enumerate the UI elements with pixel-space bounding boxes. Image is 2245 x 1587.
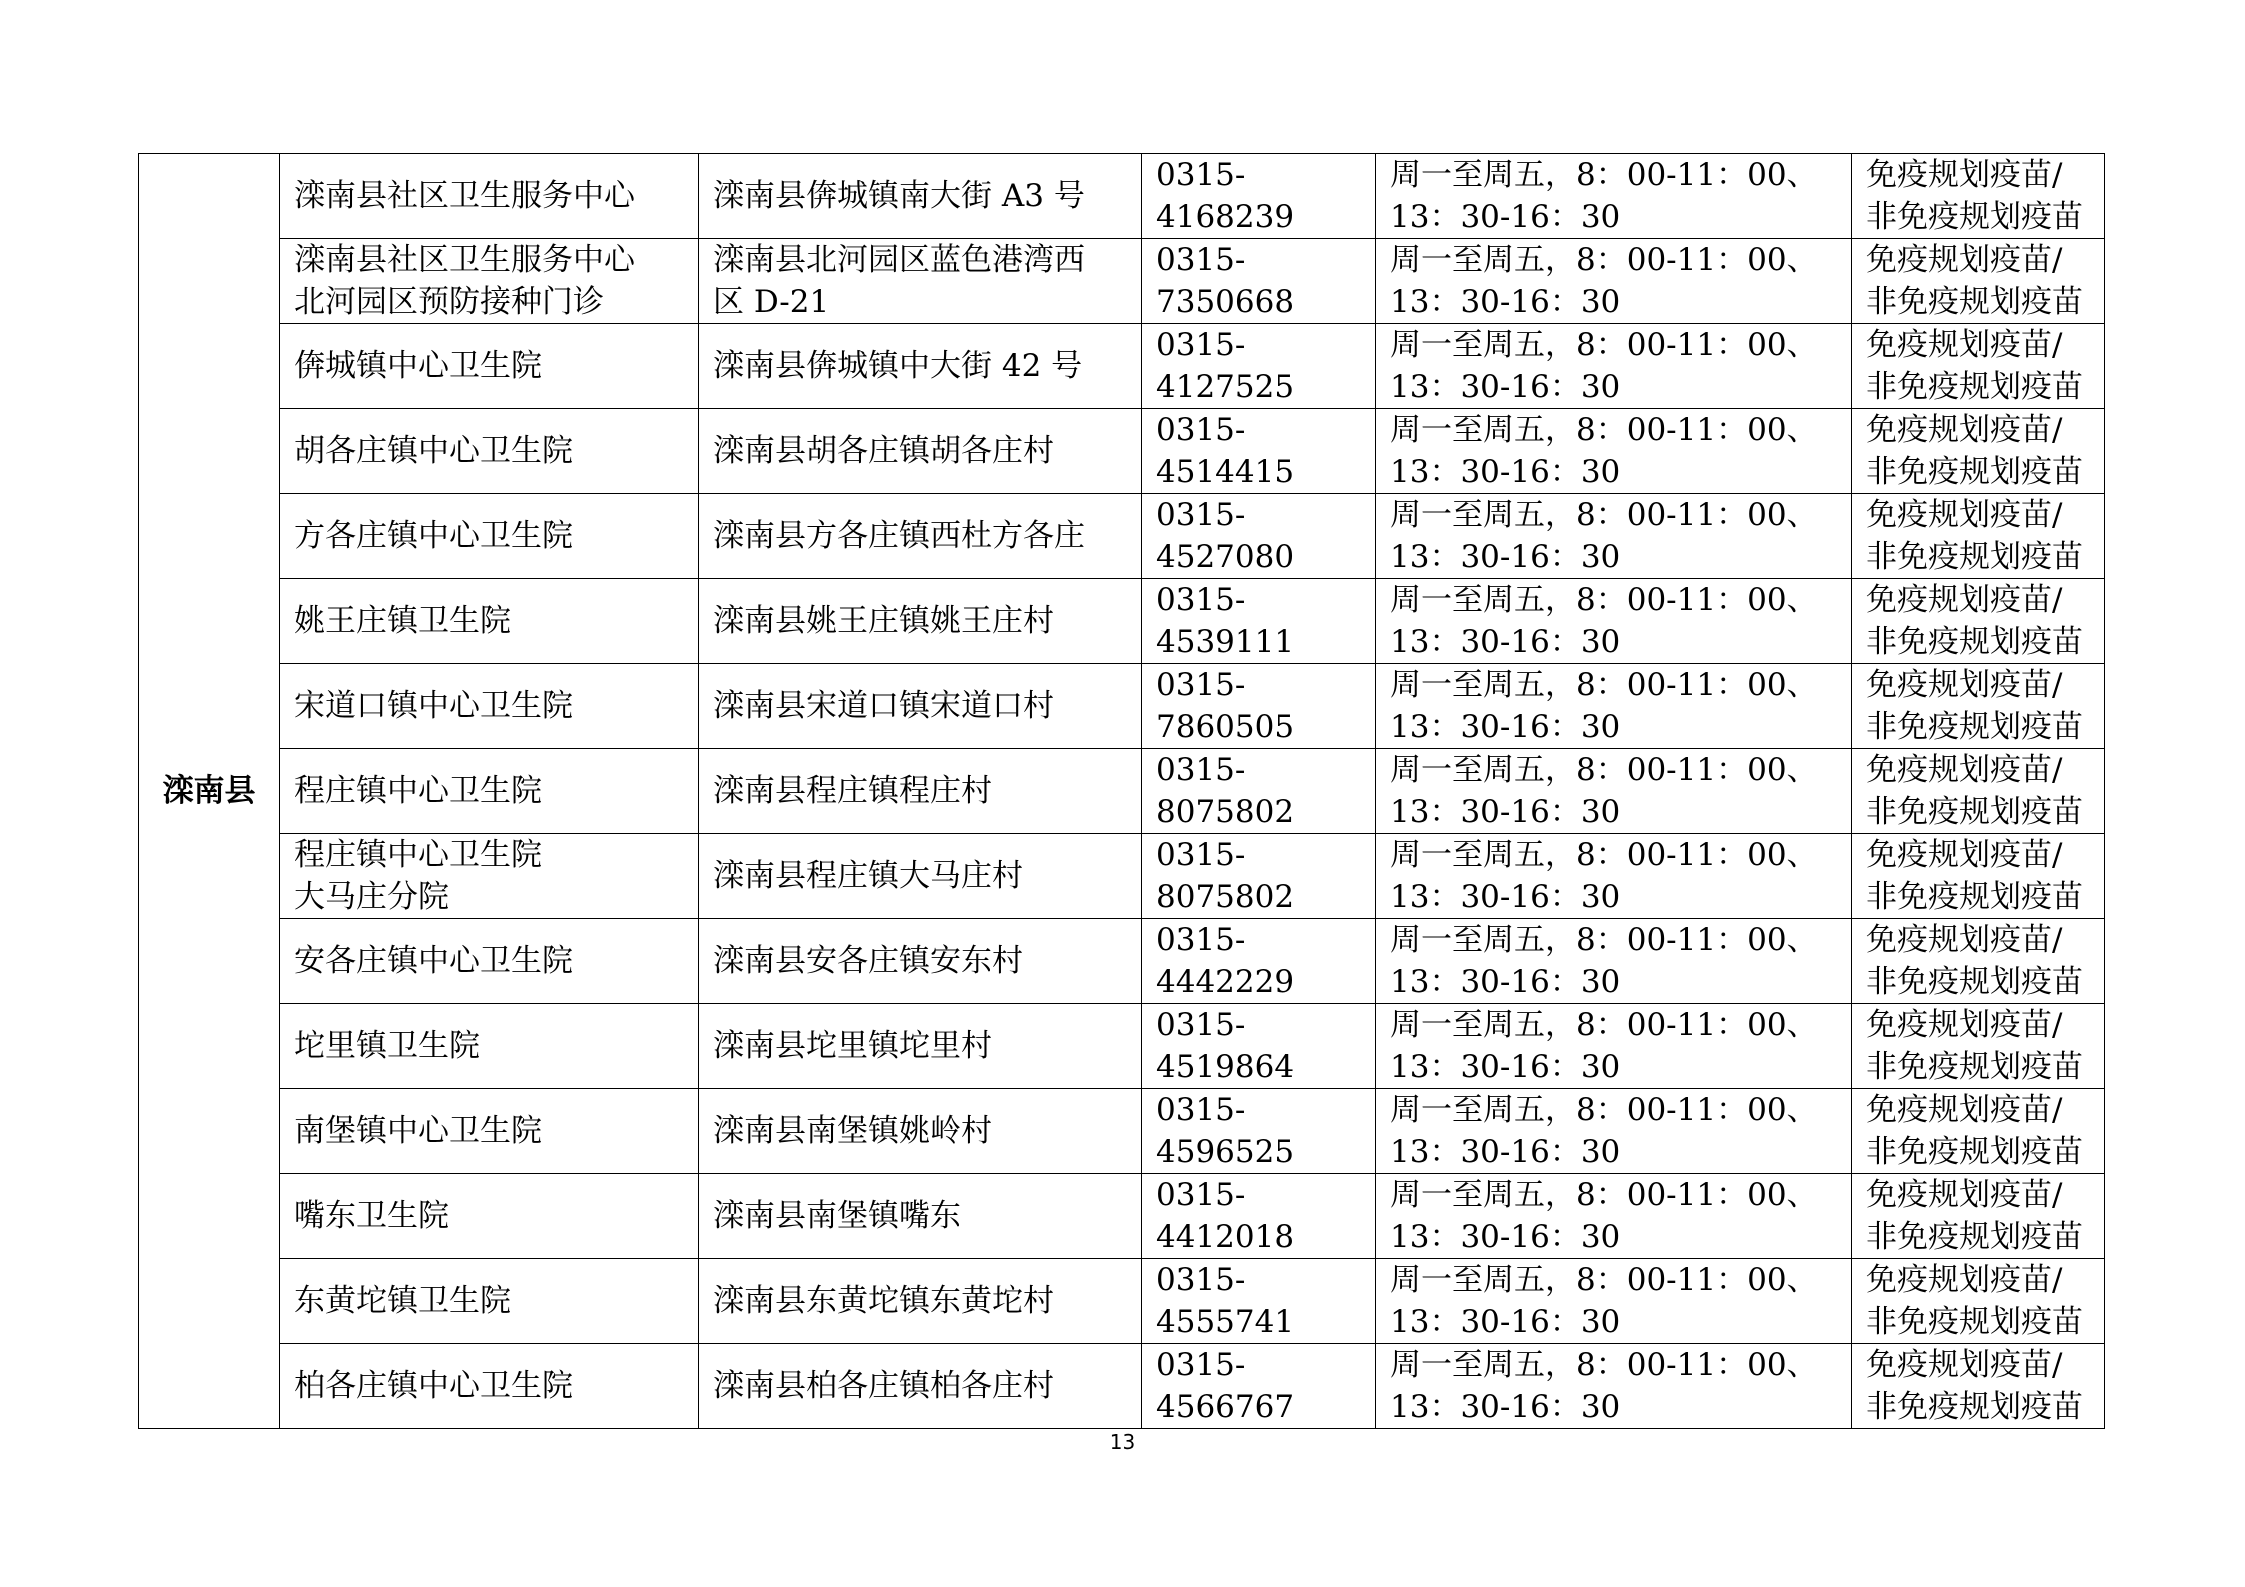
clinic-name-cell-line: 宋道口镇中心卫生院 (294, 688, 573, 724)
clinic-name-cell (280, 409, 699, 494)
hours-cell-line: 13：30-16：30 (1390, 1049, 1621, 1085)
hours-cell-line: 周一至周五，8：00-11：00、 (1390, 667, 1818, 703)
phone-cell: 0315-4555741 (1142, 1259, 1376, 1344)
hours-cell-line: 13：30-16：30 (1390, 454, 1621, 490)
vaccine-type-cell-line: 非免疫规划疫苗 (1866, 624, 2083, 660)
hours-cell-line: 周一至周五，8：00-11：00、 (1390, 1177, 1818, 1213)
hours-cell (1376, 324, 1852, 409)
vaccine-type-cell-line: 非免疫规划疫苗 (1866, 709, 2083, 745)
hours-cell (1376, 409, 1852, 494)
clinic-name-cell (280, 749, 699, 834)
clinic-name-cell-line: 北河园区预防接种门诊 (294, 284, 604, 320)
address-cell-line: 滦南县坨里镇坨里村 (713, 1028, 992, 1064)
phone-cell: 0315-8075802 (1142, 749, 1376, 834)
table-row (139, 1174, 2105, 1259)
vaccine-type-cell-line: 免疫规划疫苗/ (1866, 157, 2063, 193)
address-cell (699, 579, 1142, 664)
address-cell-line: 滦南县南堡镇姚岭村 (713, 1113, 992, 1149)
vaccine-type-cell (1852, 579, 2105, 664)
address-cell-line: 滦南县宋道口镇宋道口村 (713, 688, 1054, 724)
table-row (139, 834, 2105, 919)
address-cell-line: 滦南县程庄镇大马庄村 (713, 858, 1023, 894)
clinic-name-cell-line: 胡各庄镇中心卫生院 (294, 433, 573, 469)
phone-cell: 0315-4539111 (1142, 579, 1376, 664)
hours-cell-line: 周一至周五，8：00-11：00、 (1390, 582, 1818, 618)
phone-cell: 0315-4527080 (1142, 494, 1376, 579)
table-row (139, 1004, 2105, 1089)
vaccine-type-cell-line: 非免疫规划疫苗 (1866, 454, 2083, 490)
address-cell (699, 749, 1142, 834)
address-cell-line: 滦南县倴城镇南大街 A3 号 (713, 178, 1085, 214)
hours-cell-line: 13：30-16：30 (1390, 794, 1621, 830)
hours-cell (1376, 834, 1852, 919)
vaccine-type-cell (1852, 1004, 2105, 1089)
vaccine-type-cell-line: 非免疫规划疫苗 (1866, 794, 2083, 830)
vaccine-type-cell (1852, 154, 2105, 239)
vaccine-type-cell-line: 非免疫规划疫苗 (1866, 1219, 2083, 1255)
address-cell (699, 324, 1142, 409)
vaccine-type-cell (1852, 834, 2105, 919)
hours-cell-line: 周一至周五，8：00-11：00、 (1390, 752, 1818, 788)
address-cell-line: 滦南县安各庄镇安东村 (713, 943, 1023, 979)
clinic-name-cell-line: 滦南县社区卫生服务中心 (294, 242, 635, 278)
table-row (139, 1089, 2105, 1174)
hours-cell-line: 周一至周五，8：00-11：00、 (1390, 922, 1818, 958)
vaccine-type-cell-line: 非免疫规划疫苗 (1866, 879, 2083, 915)
table-row (139, 1344, 2105, 1429)
vaccine-type-cell-line: 免疫规划疫苗/ (1866, 582, 2063, 618)
table-row (139, 1259, 2105, 1344)
address-cell (699, 239, 1142, 324)
hours-cell-line: 13：30-16：30 (1390, 879, 1621, 915)
clinic-name-cell (280, 919, 699, 1004)
table-row (139, 579, 2105, 664)
clinic-name-cell (280, 1004, 699, 1089)
hours-cell (1376, 1089, 1852, 1174)
vaccine-type-cell-line: 免疫规划疫苗/ (1866, 1007, 2063, 1043)
clinic-name-cell-line: 姚王庄镇卫生院 (294, 603, 511, 639)
vaccine-type-cell-line: 免疫规划疫苗/ (1866, 1177, 2063, 1213)
hours-cell-line: 周一至周五，8：00-11：00、 (1390, 157, 1818, 193)
vaccine-type-cell (1852, 749, 2105, 834)
address-cell (699, 154, 1142, 239)
phone-cell: 0315-4514415 (1142, 409, 1376, 494)
clinic-table-body (139, 154, 2105, 1429)
phone-cell: 0315-4442229 (1142, 919, 1376, 1004)
address-cell-line: 滦南县南堡镇嘴东 (713, 1198, 961, 1234)
address-cell (699, 664, 1142, 749)
hours-cell (1376, 749, 1852, 834)
address-cell-line: 滦南县柏各庄镇柏各庄村 (713, 1368, 1054, 1404)
hours-cell-line: 周一至周五，8：00-11：00、 (1390, 1092, 1818, 1128)
vaccine-type-cell-line: 免疫规划疫苗/ (1866, 242, 2063, 278)
phone-cell: 0315-4168239 (1142, 154, 1376, 239)
phone-cell: 0315-4519864 (1142, 1004, 1376, 1089)
hours-cell-line: 13：30-16：30 (1390, 1304, 1621, 1340)
clinic-name-cell-line: 坨里镇卫生院 (294, 1028, 480, 1064)
hours-cell-line: 周一至周五，8：00-11：00、 (1390, 1007, 1818, 1043)
vaccine-type-cell (1852, 1174, 2105, 1259)
hours-cell (1376, 1259, 1852, 1344)
table-row (139, 749, 2105, 834)
hours-cell-line: 周一至周五，8：00-11：00、 (1390, 412, 1818, 448)
clinic-name-cell (280, 324, 699, 409)
clinic-name-cell-line: 大马庄分院 (294, 879, 449, 915)
clinic-name-cell (280, 1259, 699, 1344)
address-cell-line: 滦南县北河园区蓝色港湾西 (713, 242, 1085, 278)
address-cell (699, 1259, 1142, 1344)
vaccine-type-cell (1852, 664, 2105, 749)
clinic-name-cell-line: 柏各庄镇中心卫生院 (294, 1368, 573, 1404)
table-row (139, 239, 2105, 324)
hours-cell (1376, 1174, 1852, 1259)
hours-cell-line: 13：30-16：30 (1390, 1134, 1621, 1170)
clinic-name-cell-line: 安各庄镇中心卫生院 (294, 943, 573, 979)
hours-cell (1376, 919, 1852, 1004)
vaccine-type-cell-line: 非免疫规划疫苗 (1866, 369, 2083, 405)
clinic-name-cell (280, 239, 699, 324)
clinic-name-cell-line: 南堡镇中心卫生院 (294, 1113, 542, 1149)
hours-cell (1376, 579, 1852, 664)
phone-cell: 0315-7860505 (1142, 664, 1376, 749)
address-cell (699, 1089, 1142, 1174)
clinic-name-cell (280, 154, 699, 239)
address-cell (699, 919, 1142, 1004)
clinic-name-cell (280, 834, 699, 919)
hours-cell-line: 周一至周五，8：00-11：00、 (1390, 1262, 1818, 1298)
hours-cell (1376, 154, 1852, 239)
vaccine-type-cell (1852, 494, 2105, 579)
address-cell (699, 1004, 1142, 1089)
table-row (139, 494, 2105, 579)
hours-cell-line: 13：30-16：30 (1390, 284, 1621, 320)
address-cell (699, 834, 1142, 919)
clinic-name-cell (280, 579, 699, 664)
hours-cell (1376, 664, 1852, 749)
clinic-name-cell-line: 嘴东卫生院 (294, 1198, 449, 1234)
vaccine-type-cell-line: 免疫规划疫苗/ (1866, 922, 2063, 958)
address-cell-line: 滦南县程庄镇程庄村 (713, 773, 992, 809)
clinic-name-cell (280, 1089, 699, 1174)
vaccine-type-cell-line: 免疫规划疫苗/ (1866, 667, 2063, 703)
hours-cell-line: 13：30-16：30 (1390, 624, 1621, 660)
vaccine-type-cell (1852, 1259, 2105, 1344)
vaccine-type-cell-line: 免疫规划疫苗/ (1866, 497, 2063, 533)
table-row (139, 409, 2105, 494)
address-cell (699, 409, 1142, 494)
clinic-name-cell-line: 东黄坨镇卫生院 (294, 1283, 511, 1319)
table-row (139, 324, 2105, 409)
address-cell-line: 区 D-21 (713, 284, 830, 320)
vaccine-type-cell-line: 非免疫规划疫苗 (1866, 1389, 2083, 1425)
address-cell-line: 滦南县方各庄镇西杜方各庄 (713, 518, 1085, 554)
vaccine-type-cell (1852, 239, 2105, 324)
hours-cell-line: 13：30-16：30 (1390, 964, 1621, 1000)
vaccine-type-cell-line: 免疫规划疫苗/ (1866, 837, 2063, 873)
page-number: 13 (1109, 1430, 1136, 1454)
vaccine-type-cell-line: 免疫规划疫苗/ (1866, 1347, 2063, 1383)
hours-cell (1376, 1344, 1852, 1429)
county-cell: 滦南县 (139, 154, 280, 1429)
hours-cell-line: 周一至周五，8：00-11：00、 (1390, 837, 1818, 873)
phone-cell: 0315-7350668 (1142, 239, 1376, 324)
clinic-name-cell-line: 程庄镇中心卫生院 (294, 773, 542, 809)
phone-cell: 0315-4412018 (1142, 1174, 1376, 1259)
hours-cell-line: 周一至周五，8：00-11：00、 (1390, 327, 1818, 363)
vaccine-type-cell-line: 免疫规划疫苗/ (1866, 1092, 2063, 1128)
vaccine-type-cell (1852, 1344, 2105, 1429)
clinic-name-cell (280, 1174, 699, 1259)
vaccine-type-cell (1852, 409, 2105, 494)
phone-cell: 0315-4596525 (1142, 1089, 1376, 1174)
address-cell-line: 滦南县姚王庄镇姚王庄村 (713, 603, 1054, 639)
vaccine-type-cell-line: 免疫规划疫苗/ (1866, 752, 2063, 788)
vaccine-type-cell (1852, 919, 2105, 1004)
address-cell (699, 1174, 1142, 1259)
hours-cell-line: 13：30-16：30 (1390, 539, 1621, 575)
hours-cell (1376, 494, 1852, 579)
address-cell-line: 滦南县东黄坨镇东黄坨村 (713, 1283, 1054, 1319)
phone-cell: 0315-4566767 (1142, 1344, 1376, 1429)
phone-cell: 0315-4127525 (1142, 324, 1376, 409)
clinic-name-cell (280, 1344, 699, 1429)
clinic-name-cell-line: 程庄镇中心卫生院 (294, 837, 542, 873)
hours-cell-line: 周一至周五，8：00-11：00、 (1390, 497, 1818, 533)
address-cell (699, 1344, 1142, 1429)
clinic-name-cell-line: 方各庄镇中心卫生院 (294, 518, 573, 554)
clinic-name-cell-line: 滦南县社区卫生服务中心 (294, 178, 635, 214)
vaccine-type-cell-line: 非免疫规划疫苗 (1866, 964, 2083, 1000)
clinic-table (138, 153, 2105, 1429)
phone-cell: 0315-8075802 (1142, 834, 1376, 919)
vaccine-type-cell-line: 免疫规划疫苗/ (1866, 412, 2063, 448)
hours-cell-line: 13：30-16：30 (1390, 1389, 1621, 1425)
vaccine-type-cell (1852, 1089, 2105, 1174)
table-row (139, 154, 2105, 239)
clinic-name-cell-line: 倴城镇中心卫生院 (294, 348, 542, 384)
vaccine-type-cell-line: 免疫规划疫苗/ (1866, 327, 2063, 363)
vaccine-type-cell-line: 非免疫规划疫苗 (1866, 199, 2083, 235)
address-cell-line: 滦南县胡各庄镇胡各庄村 (713, 433, 1054, 469)
address-cell-line: 滦南县倴城镇中大街 42 号 (713, 348, 1083, 384)
hours-cell (1376, 239, 1852, 324)
hours-cell-line: 周一至周五，8：00-11：00、 (1390, 1347, 1818, 1383)
vaccine-type-cell-line: 非免疫规划疫苗 (1866, 284, 2083, 320)
vaccine-type-cell (1852, 324, 2105, 409)
hours-cell-line: 13：30-16：30 (1390, 369, 1621, 405)
hours-cell-line: 周一至周五，8：00-11：00、 (1390, 242, 1818, 278)
vaccine-type-cell-line: 非免疫规划疫苗 (1866, 1049, 2083, 1085)
hours-cell-line: 13：30-16：30 (1390, 709, 1621, 745)
clinic-name-cell (280, 494, 699, 579)
vaccine-type-cell-line: 免疫规划疫苗/ (1866, 1262, 2063, 1298)
address-cell (699, 494, 1142, 579)
hours-cell-line: 13：30-16：30 (1390, 1219, 1621, 1255)
table-row (139, 664, 2105, 749)
table-row (139, 919, 2105, 1004)
clinic-name-cell (280, 664, 699, 749)
vaccine-type-cell-line: 非免疫规划疫苗 (1866, 1304, 2083, 1340)
vaccine-type-cell-line: 非免疫规划疫苗 (1866, 539, 2083, 575)
hours-cell (1376, 1004, 1852, 1089)
hours-cell-line: 13：30-16：30 (1390, 199, 1621, 235)
vaccine-type-cell-line: 非免疫规划疫苗 (1866, 1134, 2083, 1170)
